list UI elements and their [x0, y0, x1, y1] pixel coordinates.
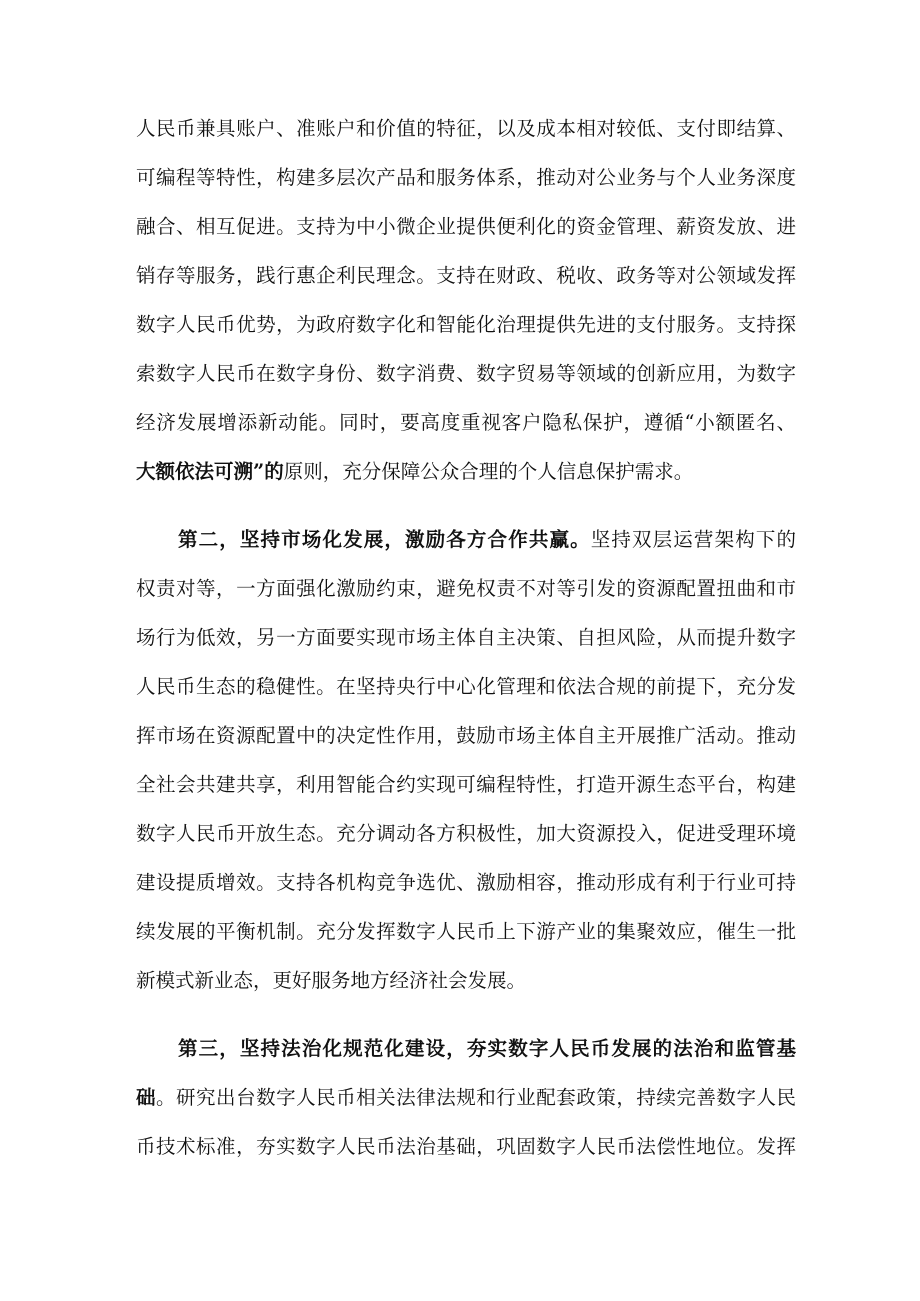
paragraph-1-final-text: 原则，充分保障公众合理的个人信息保护需求。: [283, 460, 694, 483]
paragraph-2-line-3: 场行为低效，另一方面要实现市场主体自主决策、自担风险，从而提升数字: [136, 626, 796, 649]
paragraph-3-heading-end: 础: [136, 1086, 157, 1109]
paragraph-1-line-7: 经济发展增添新动能。同时，要高度重视客户隐私保护，遵循“小额匿名、: [136, 411, 796, 434]
paragraph-1-line-4: 销存等服务，践行惠企利民理念。支持在财政、税收、政务等对公领域发挥: [136, 264, 796, 287]
paragraph-1-bold-fragment: 大额依法可溯”的: [136, 460, 284, 483]
paragraph-1-line-5: 数字人民币优势，为政府数字化和智能化治理提供先进的支付服务。支持探: [136, 313, 796, 336]
paragraph-2-line-8: 建设提质增效。支持各机构竞争选优、激励相容，推动形成有利于行业可持: [136, 871, 796, 894]
paragraph-2-line-1: [178, 522, 796, 558]
paragraph-2-lead-text: 坚持双层运营架构下的: [590, 528, 796, 551]
paragraph-3-lead-text: 。研究出台数字人民币相关法律法规和行业配套政策，持续完善数字人民: [156, 1086, 796, 1109]
paragraph-1-line-2: 可编程等特性，构建多层次产品和服务体系，推动对公业务与个人业务深度: [136, 166, 796, 189]
paragraph-3-heading: 第三，坚持法治化规范化建设，夯实数字人民币发展的法治和监管基: [178, 1037, 796, 1060]
paragraph-2-line-10: 新模式新业态，更好服务地方经济社会发展。: [136, 969, 527, 992]
paragraph-2-line-5: 挥市场在资源配置中的决定性作用，鼓励市场主体自主开展推广活动。推动: [136, 724, 796, 747]
paragraph-2-line-9: 续发展的平衡机制。充分发挥数字人民币上下游产业的集聚效应，催生一批: [136, 920, 796, 943]
paragraph-1-line-8: [136, 454, 796, 490]
paragraph-1-line-6: 索数字人民币在数字身份、数字消费、数字贸易等领域的创新应用，为数字: [136, 362, 796, 385]
paragraph-1-line-3: 融合、相互促进。支持为中小微企业提供便利化的资金管理、薪资发放、进: [136, 215, 796, 238]
paragraph-1-line-1: 人民币兼具账户、准账户和价值的特征，以及成本相对较低、支付即结算、: [136, 117, 796, 140]
paragraph-2-line-7: 数字人民币开放生态。充分调动各方积极性，加大资源投入，促进受理环境: [136, 822, 796, 845]
paragraph-2-line-4: 人民币生态的稳健性。在坚持央行中心化管理和依法合规的前提下，充分发: [136, 675, 796, 698]
paragraph-3-line-1: [178, 1031, 796, 1067]
paragraph-2-heading: 第二，坚持市场化发展，激励各方合作共赢。: [178, 528, 591, 551]
paragraph-2-line-6: 全社会共建共享，利用智能合约实现可编程特性，打造开源生态平台，构建: [136, 773, 796, 796]
paragraph-2-line-2: 权责对等，一方面强化激励约束，避免权责不对等引发的资源配置扭曲和市: [136, 577, 796, 600]
paragraph-3-line-2: [136, 1080, 796, 1116]
paragraph-3-line-3: 币技术标准，夯实数字人民币法治基础，巩固数字人民币法偿性地位。发挥: [136, 1135, 796, 1158]
